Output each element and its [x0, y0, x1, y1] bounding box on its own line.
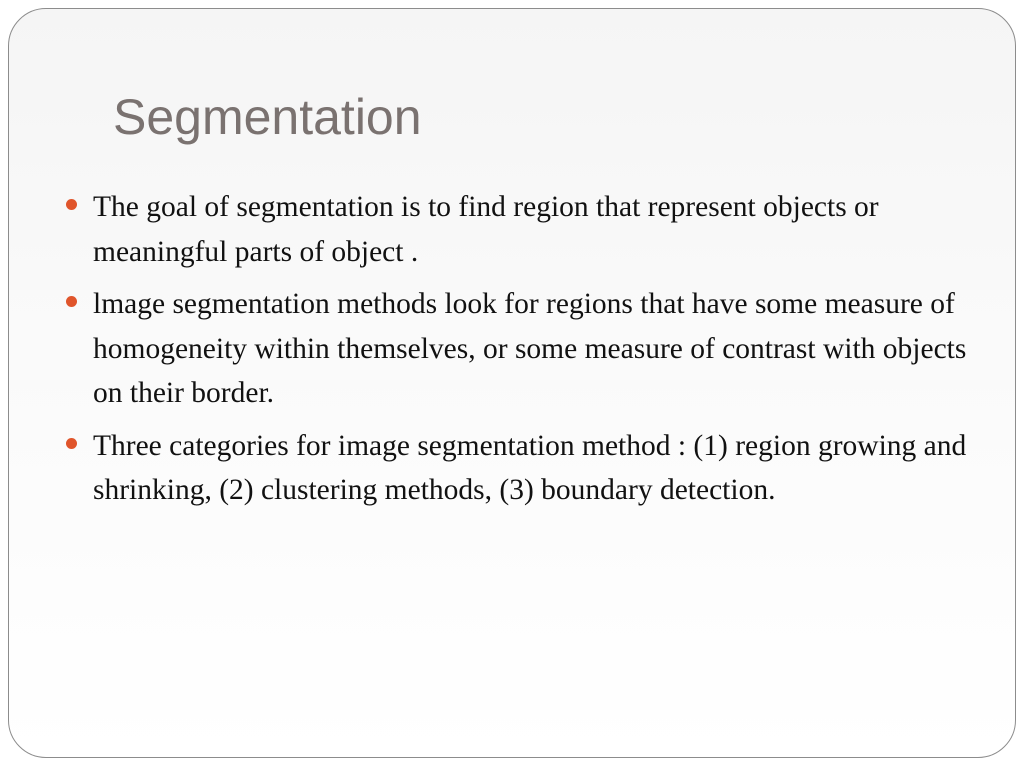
slide-title: Segmentation [113, 89, 422, 145]
bullet-text: The goal of segmentation is to find region that represent objects or meaningful parts of object . [93, 191, 879, 268]
bullet-text: lmage segmentation methods look for regions that have some measure of homogeneity within themselves, or some measure of contrast with objects on their border. [93, 288, 967, 409]
bullet-list [65, 185, 1000, 521]
bullet-item [65, 424, 1000, 513]
bullet-dot-icon [66, 438, 77, 449]
bullet-dot-icon [66, 296, 77, 307]
bullet-item [65, 185, 1000, 274]
slide-canvas [8, 8, 1016, 758]
bullet-dot-icon [66, 199, 77, 210]
bullet-item [65, 282, 1000, 416]
bullet-text: Three categories for image segmentation method : (1) region growing and shrinking, (2) clustering methods, (3) boundary detection. [93, 429, 967, 506]
